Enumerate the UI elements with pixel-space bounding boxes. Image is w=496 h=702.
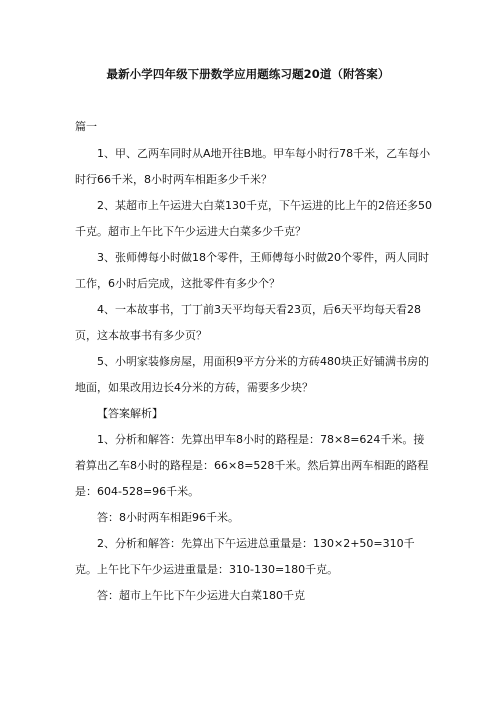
answer-2-analysis: 2、分析和解答：先算出下午运进总重量是：130×2+50=310千克。上午比下午少运进重量是：310-130=180千克。 bbox=[75, 537, 415, 576]
answer-section-header: 【答案解析】 bbox=[97, 407, 163, 420]
answer-1-conclusion: 答：8小时两车相距96千米。 bbox=[97, 511, 239, 524]
question-2: 2、某超市上午运进大白菜130千克，下午运进的比上午的2倍还多50千克。超市上午比下午少运进大白菜多少千克？ bbox=[75, 199, 432, 238]
section-label: 篇一 bbox=[75, 120, 97, 133]
question-4: 4、一本故事书，丁丁前3天平均每天看23页，后6天平均每天看28页，这本故事书有多少页？ bbox=[75, 303, 421, 342]
answer-2-conclusion: 答：超市上午比下午少运进大白菜180千克 bbox=[97, 589, 305, 602]
question-1: 1、甲、乙两车同时从A地开往B地。甲车每小时行78千米，乙车每小时行66千米，8小时两车相距多少千米？ bbox=[75, 147, 431, 186]
question-5: 5、小明家装修房屋，用面积9平方分米的方砖480块正好铺满书房的地面，如果改用边长4分米的方砖，需要多少块？ bbox=[75, 355, 429, 394]
document-title: 最新小学四年级下册数学应用题练习题20道（附答案） bbox=[106, 67, 390, 81]
question-3: 3、张师傅每小时做18个零件，王师傅每小时做20个零件，两人同时工作，6小时后完成，这批零件有多少个？ bbox=[75, 251, 429, 290]
answer-1-analysis: 1、分析和解答：先算出甲车8小时的路程是：78×8=624千米。接着算出乙车8小时的路程是：66×8=528千米。然后算出两车相距的路程是：604-528=96千米。 bbox=[75, 433, 429, 498]
